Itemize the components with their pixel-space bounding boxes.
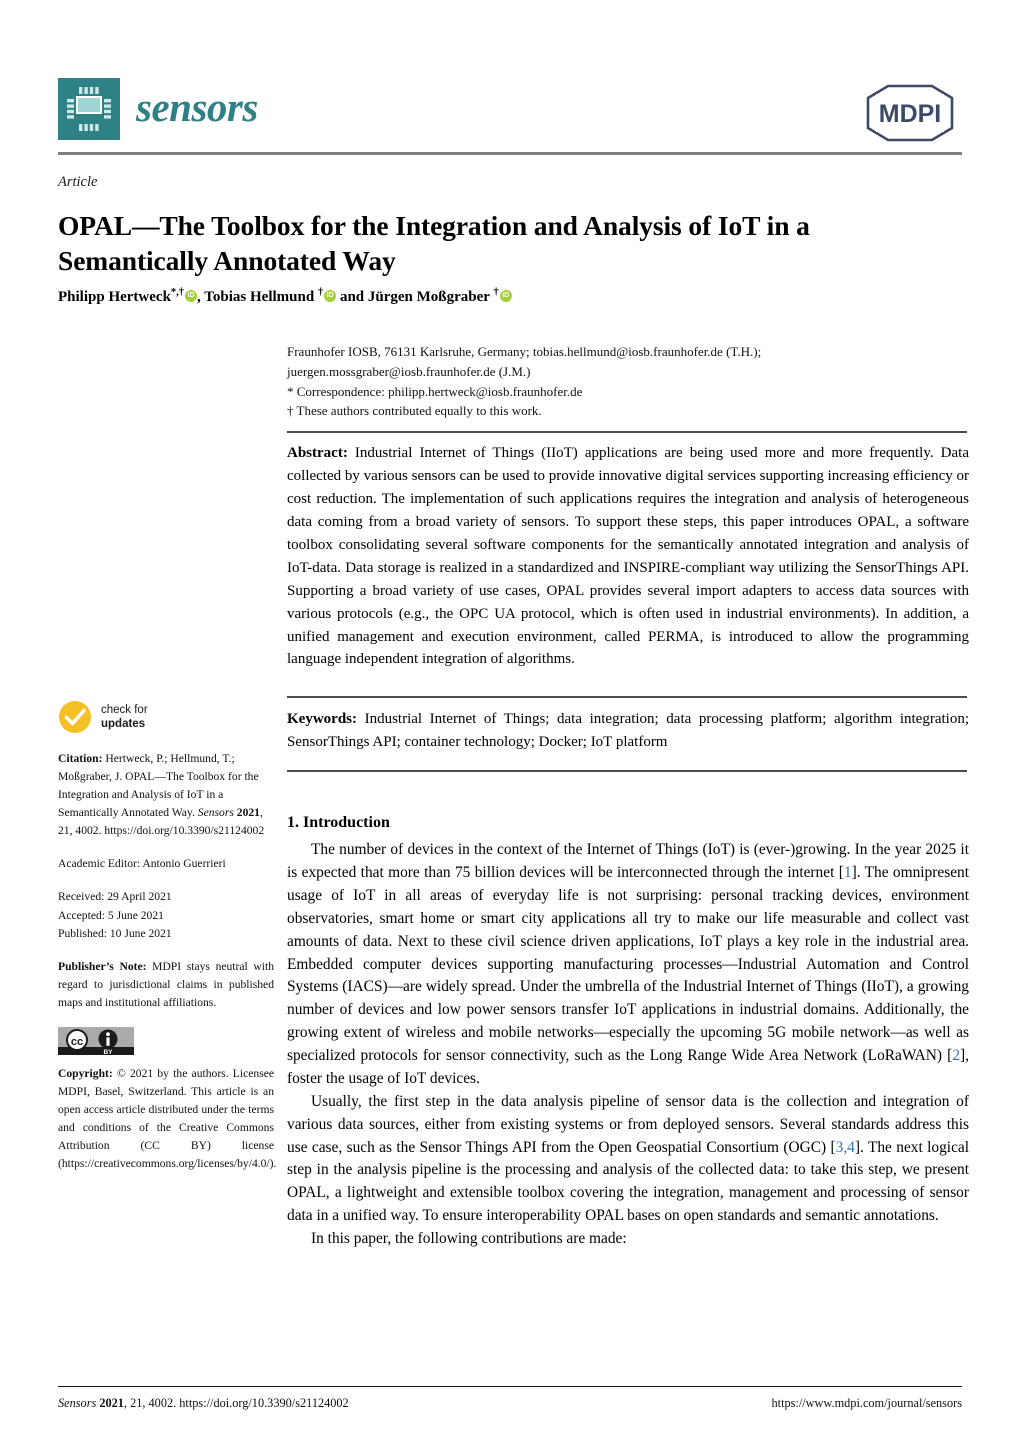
citation-link[interactable]: 2 <box>952 1047 961 1065</box>
keywords-block <box>287 708 969 754</box>
citation-link[interactable]: 1 <box>843 864 852 882</box>
orcid-icon[interactable] <box>324 290 336 302</box>
date-received: Received: 29 April 2021 <box>58 890 172 904</box>
author-separator: , <box>197 289 205 305</box>
author-marks: *,† <box>170 287 185 298</box>
body-paragraph: The number of devices in the context of the Internet of Things (IoT) is (ever-)growing. In the year 2025 it is expected that more than 75 billion devices will be interconnected through the internet [1]. The omnipresent usage of IoT in all areas of everyday life is not surprising: personal tracking devices, environment observatories, smart home or smart city applications all try to make our life measurable and collect vast amounts of data. Next to these civil science driven applications, IoT plays a key role in the industrial area. Embedded computer devices supporting manufacturing processes—Industrial Automation and Control Systems (IACS)—are widely spread. Under the umbrella of the Industrial Internet of Things (IIoT), a growing number of devices and low power sensors transfer IoT applications in industrial domains. Additionally, the growing extent of wireless and mobile networks—especially the upcoming 5G mobile network—as well as specialized protocols for sensor connectivity, such as the Long Range Wide Area Network (LoRaWAN) [2], foster the usage of IoT devices. <box>287 841 969 1087</box>
affiliation-line: juergen.mossgraber@iosb.fraunhofer.de (J.M.) <box>287 363 531 379</box>
publishers-note-label: Publisher’s Note: <box>58 959 147 973</box>
author-marks: † <box>317 287 324 298</box>
check-for-updates-badge[interactable] <box>58 700 274 734</box>
author-name: Tobias Hellmund <box>204 289 315 305</box>
check-updates-line2: updates <box>101 718 146 730</box>
citation-doi-link[interactable]: https://doi.org/10.3390/s21124002 <box>104 824 265 838</box>
footer-divider <box>58 1386 962 1387</box>
affiliations-block <box>287 342 967 421</box>
footer-journal: Sensors <box>58 1396 97 1410</box>
author-item <box>368 289 512 305</box>
publishers-note-text: MDPI stays neutral with regard to jurisdictional claims in published maps and institutional affiliations. <box>58 959 274 1009</box>
keywords-top-divider <box>287 696 967 698</box>
publishers-note-block <box>58 958 274 1012</box>
footer-citation <box>58 1396 349 1411</box>
svg-text:BY: BY <box>103 1048 113 1055</box>
copyright-label: Copyright: <box>58 1066 113 1080</box>
author-list <box>58 286 962 308</box>
citation-journal: Sensors <box>197 806 234 820</box>
footer-journal-url[interactable]: https://www.mdpi.com/journal/sensors <box>771 1396 962 1410</box>
orcid-icon[interactable] <box>500 290 512 302</box>
abstract-block <box>287 442 969 671</box>
author-marks: † <box>493 287 499 298</box>
abstract-label: Abstract: <box>287 445 348 461</box>
page-title: OPAL—The Toolbox for the Integration and Analysis of IoT in a Semantically Annotated Way <box>58 210 810 276</box>
citation-block <box>58 750 274 840</box>
section-heading-introduction: 1. Introduction <box>287 814 390 831</box>
citation-year: 2021 <box>236 806 260 820</box>
academic-editor: Academic Editor: Antonio Guerrieri <box>58 857 226 871</box>
mdpi-logo[interactable] <box>858 84 962 142</box>
citation-text: Hertweck, P.; Hellmund, T.; Moßgraber, J. OPAL—The Toolbox for the Integration and Analysis of IoT in a Semantically Annotated Way. <box>58 752 259 820</box>
citation-label: Citation: <box>58 752 103 765</box>
author-name: Jürgen Moßgraber <box>367 289 490 305</box>
sidebar <box>58 700 277 1188</box>
abstract-top-divider <box>287 431 967 433</box>
date-accepted: Accepted: 5 June 2021 <box>58 908 164 922</box>
orcid-icon[interactable] <box>185 290 197 302</box>
author-separator: and <box>336 289 368 305</box>
author-item <box>204 289 336 305</box>
masthead <box>58 78 962 150</box>
date-published: Published: 10 June 2021 <box>58 926 172 940</box>
microchip-icon <box>58 78 120 140</box>
body-paragraph: Usually, the first step in the data analysis pipeline of sensor data is the collection and integration of various data sources, either from existing systems or from deployed sensors. Several standards address this use case, such as the Sensor Things API from the Open Geospatial Consortium (OGC) [3,4]. The next logical step in the analysis pipeline is the processing and analysis of the collected data: to take this step, we present OPAL, a lightweight and extensible toolbox covering the integration, management and processing of sensor data in a unified way. To ensure interoperability OPAL bases on open standards and semantic annotations. <box>287 1092 970 1225</box>
copyright-block <box>58 1065 277 1173</box>
keywords-label: Keywords: <box>287 711 357 727</box>
citation-volume-pages: , 21, 4002. <box>58 806 263 838</box>
main-body <box>287 813 969 1251</box>
footer-year: 2021 <box>99 1396 124 1410</box>
author-name: Philipp Hertweck <box>58 289 171 305</box>
body-paragraph: In this paper, the following contributions are made: <box>311 1230 627 1248</box>
citation-link[interactable]: 3,4 <box>835 1138 855 1156</box>
copyright-text: © 2021 by the authors. Licensee MDPI, Basel, Switzerland. This article is an open access article distributed under the terms and conditions of the Creative Commons Attribution (CC BY) license (https://creativecommons.org/licenses/by/4.0/). <box>58 1066 277 1171</box>
keywords-bottom-divider <box>287 770 967 772</box>
check-circle-icon <box>58 700 92 734</box>
title-block <box>58 174 962 296</box>
abstract-text: Industrial Internet of Things (IIoT) applications are being used more and more frequently. Data collected by various sensors can be used to provide innovative digital services supporting increasing efficiency or cost reduction. The implementation of such applications requires the integration and analysis of heterogeneous data coming from a broad variety of sensors. To support these steps, this paper introduces OPAL, a software toolbox consolidating several software components for the semantically annotated integration and analysis of IoT-data. Data storage is realized in a standardized and INSPIRE-compliant way utilizing the SensorThings API. Supporting a broad variety of use cases, OPAL provides several import adapters to access data sources with various protocols (e.g., the OPC UA protocol, which is often used in industrial environments). In addition, a unified management and execution environment, called PERMA, is introduced to allow the programming language independent integration of algorithms. <box>287 445 969 668</box>
svg-text:cc: cc <box>70 1035 84 1048</box>
svg-text:MDPI: MDPI <box>878 100 942 128</box>
article-type-label: Article <box>58 174 98 190</box>
journal-brand[interactable] <box>58 78 258 140</box>
journal-title: sensors <box>136 83 258 130</box>
masthead-divider <box>58 152 962 155</box>
check-updates-line1: check for <box>101 703 148 716</box>
author-item <box>58 289 197 305</box>
creative-commons-by-icon[interactable] <box>58 1027 134 1055</box>
page-footer <box>58 1396 962 1411</box>
footer-doi: , 21, 4002. https://doi.org/10.3390/s21124002 <box>123 1396 349 1410</box>
affiliation-line: Fraunhofer IOSB, 76131 Karlsruhe, Germany; tobias.hellmund@iosb.fraunhofer.de (T.H.); <box>287 344 762 359</box>
equal-contribution-note: † These authors contributed equally to this work. <box>287 403 542 419</box>
correspondence-line: * Correspondence: philipp.hertweck@iosb.fraunhofer.de <box>287 383 583 399</box>
keywords-text: Industrial Internet of Things; data integration; data processing platform; algorithm integration; SensorThings API; container technology; Docker; IoT platform <box>287 711 969 750</box>
dates-block <box>58 888 274 942</box>
check-for-updates-text <box>101 703 148 731</box>
